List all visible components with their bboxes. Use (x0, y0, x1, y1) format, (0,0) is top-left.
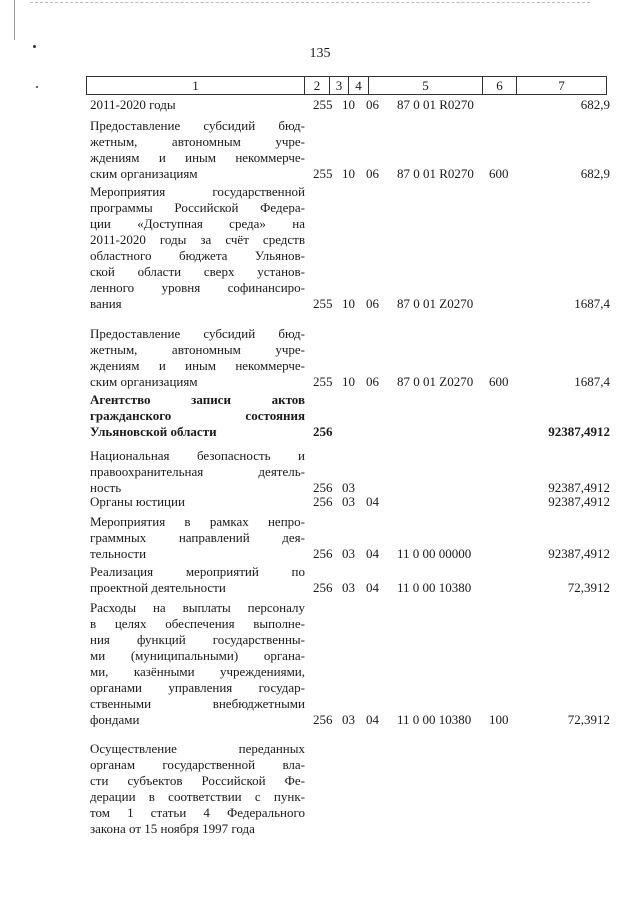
cell-c4: 04 (366, 494, 379, 509)
row-name-line: ния функций государственны- (90, 632, 305, 647)
row-name-line: закона от 15 ноября 1997 года (90, 821, 255, 836)
row-name-line: Органы юстиции (90, 494, 185, 509)
row-name-line: вания (90, 296, 122, 311)
header-col-2: 2 (305, 77, 330, 94)
cell-c5: 11 0 00 10380 (397, 712, 472, 727)
cell-c6: 600 (489, 166, 509, 181)
cell-c5: 87 0 01 R0270 (397, 97, 474, 112)
cell-c4: 06 (366, 97, 379, 112)
cell-c7: 682,9 (580, 166, 610, 181)
cell-c3: 03 (342, 712, 355, 727)
row-name (90, 494, 305, 510)
row-name (90, 392, 305, 440)
row-name-line: Мероприятия в рамках непро- (90, 514, 305, 529)
row-name-line: ждениям и иным некоммерче- (90, 150, 305, 165)
scan-top-border (30, 2, 590, 3)
row-name-line: Предоставление субсидий бюд- (90, 118, 305, 133)
cell-c2: 255 (313, 97, 333, 112)
cell-c3: 10 (342, 296, 355, 311)
cell-c4: 04 (366, 546, 379, 561)
row-name-line: фондами (90, 712, 140, 727)
cell-c7: 72,3912 (567, 712, 610, 727)
cell-c2: 255 (313, 166, 333, 181)
row-name (90, 97, 305, 113)
row-name (90, 448, 305, 496)
row-name (90, 564, 305, 596)
row-name-line: проектной деятельности (90, 580, 226, 595)
scan-dot (36, 86, 38, 88)
row-name (90, 514, 305, 562)
row-name (90, 118, 305, 182)
row-name-line: сти субъектов Российской Фе- (90, 773, 305, 788)
cell-c7: 92387,4912 (548, 480, 610, 495)
cell-c2: 255 (313, 296, 333, 311)
cell-c6: 600 (489, 374, 509, 389)
row-name-line: Расходы на выплаты персоналу (90, 600, 305, 615)
row-name-line: Осуществление переданных (90, 741, 305, 756)
row-name-line: ми (муниципальными) органа- (90, 648, 305, 663)
cell-c2: 256 (313, 546, 333, 561)
row-name-line: Мероприятия государственной (90, 184, 305, 199)
cell-c7: 1687,4 (574, 296, 610, 311)
cell-c7: 682,9 (580, 97, 610, 112)
cell-c4: 06 (366, 374, 379, 389)
row-name-line: ции «Доступная среда» на (90, 216, 305, 231)
row-name-line: жетным, автономным учре- (90, 134, 305, 149)
header-col-5: 5 (369, 77, 483, 94)
row-name-line: 2011-2020 годы (90, 97, 176, 112)
row-name-line: ждениям и иным некоммерче- (90, 358, 305, 373)
row-name (90, 600, 305, 728)
row-name-line: ми, казёнными учреждениями, (90, 664, 305, 679)
row-name-line: программы Российской Федера- (90, 200, 305, 215)
row-name (90, 741, 305, 837)
row-name (90, 326, 305, 390)
cell-c3: 10 (342, 166, 355, 181)
row-name-line: органами управления государ- (90, 680, 305, 695)
row-name-line: том 1 статьи 4 Федерального (90, 805, 305, 820)
cell-c2: 256 (313, 580, 333, 595)
cell-c7: 92387,4912 (548, 424, 610, 439)
cell-c2: 256 (313, 494, 333, 509)
cell-c7: 92387,4912 (548, 494, 610, 509)
header-col-3: 3 (330, 77, 349, 94)
row-name (90, 184, 305, 312)
cell-c7: 72,3912 (567, 580, 610, 595)
cell-c7: 1687,4 (574, 374, 610, 389)
cell-c3: 03 (342, 494, 355, 509)
row-name-line: органам государственной вла- (90, 757, 305, 772)
cell-c4: 04 (366, 712, 379, 727)
row-name-line: гражданского состояния (90, 408, 305, 423)
cell-c6: 100 (489, 712, 509, 727)
row-name-line: ность (90, 480, 122, 495)
cell-c3: 03 (342, 580, 355, 595)
scan-left-edge (14, 0, 15, 40)
cell-c3: 03 (342, 546, 355, 561)
cell-c5: 87 0 01 Z0270 (397, 296, 474, 311)
header-col-4: 4 (349, 77, 369, 94)
row-name-line: граммных направлений дея- (90, 530, 305, 545)
cell-c2: 256 (313, 424, 333, 439)
row-name-line: дерации в соответствии с пунк- (90, 789, 305, 804)
row-name-line: ственными внебюджетными (90, 696, 305, 711)
cell-c3: 03 (342, 480, 355, 495)
row-name-line: Национальная безопасность и (90, 448, 305, 463)
row-name-line: ским организациям (90, 166, 198, 181)
row-name-line: Реализация мероприятий по (90, 564, 305, 579)
header-col-1: 1 (87, 77, 305, 94)
cell-c4: 04 (366, 580, 379, 595)
row-name-line: правоохранительная деятель- (90, 464, 305, 479)
header-col-6: 6 (483, 77, 517, 94)
cell-c2: 255 (313, 374, 333, 389)
cell-c5: 11 0 00 00000 (397, 546, 472, 561)
row-name-line: Ульяновской области (90, 424, 217, 439)
row-name-line: областного бюджета Ульянов- (90, 248, 305, 263)
cell-c3: 10 (342, 374, 355, 389)
cell-c5: 87 0 01 Z0270 (397, 374, 474, 389)
cell-c5: 11 0 00 10380 (397, 580, 472, 595)
row-name-line: 2011-2020 годы за счёт средств (90, 232, 305, 247)
row-name-line: ленного уровня софинансиро- (90, 280, 305, 295)
row-name-line: ским организациям (90, 374, 198, 389)
row-name-line: Предоставление субсидий бюд- (90, 326, 305, 341)
row-name-line: жетным, автономным учре- (90, 342, 305, 357)
header-col-7: 7 (558, 78, 565, 93)
page-number: 135 (309, 46, 331, 61)
cell-c4: 06 (366, 296, 379, 311)
row-name-line: ской области сверх установ- (90, 264, 305, 279)
cell-c2: 256 (313, 480, 333, 495)
row-name-line: тельности (90, 546, 147, 561)
cell-c4: 06 (366, 166, 379, 181)
table-header (86, 76, 607, 95)
row-name-line: в целях обеспечения выполне- (90, 616, 305, 631)
row-name-line: Агентство записи актов (90, 392, 305, 407)
cell-c2: 256 (313, 712, 333, 727)
cell-c7: 92387,4912 (548, 546, 610, 561)
cell-c5: 87 0 01 R0270 (397, 166, 474, 181)
cell-c3: 10 (342, 97, 355, 112)
